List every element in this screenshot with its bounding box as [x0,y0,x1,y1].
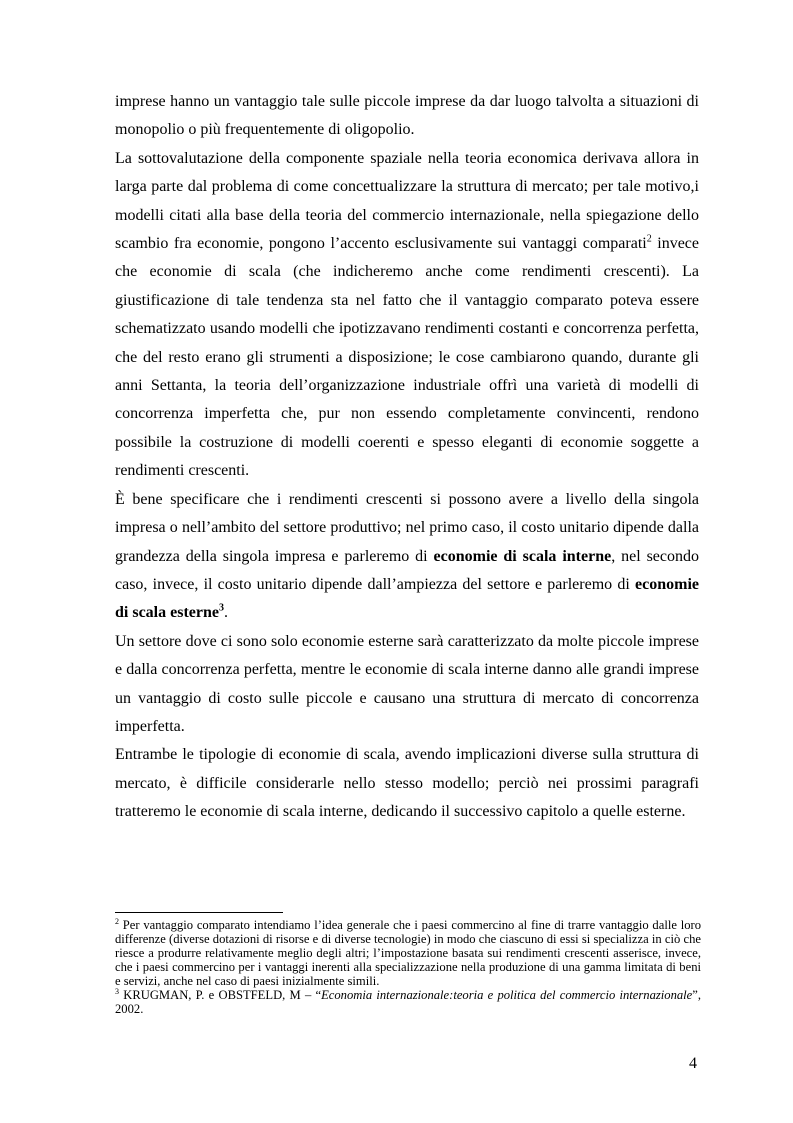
paragraph-3 [115,486,699,628]
footnote-2-text: Per vantaggio comparato intendiamo l’idea generale che i paesi commercino al fine di trarre vantaggio dalle loro differenze (diverse dotazioni di risorse e di diverse tecnologie) in modo che ciascuno di essi si specializza in ciò che riesce a produrre relativamente meglio degli altri; l’impostazione basata sui rendimenti crescenti asserisce, invece, che i paesi commercino per i vantaggi inerenti alla specializzazione nella produzione di una gamma limitata di beni e servizi, anche nel caso di paesi inizialmente simili. [115,918,701,988]
paragraph-2 [115,145,699,486]
paragraph-3-text-b: , nel secondo caso, invece, il costo unitario dipende dall’ampiezza del settore e parleremo di [115,547,700,593]
footnote-3-author: KRUGMAN, P. e OBSTFELD, M – “ [119,988,322,1002]
footnote-2-number: 2 [115,916,119,926]
main-text [115,88,699,827]
footnote-ref-3: 3 [218,602,224,614]
footnote-ref-2: 2 [646,233,652,245]
paragraph-3-text-a: È bene specificare che i rendimenti crescenti si possono avere a livello della singola impresa o nell’ambito del settore produttivo; nel primo caso, il costo unitario dipende dalla grandezza della singola impresa e parleremo di [115,490,699,565]
paragraph-1-text: imprese hanno un vantaggio tale sulle piccole imprese da dar luogo talvolta a situazioni di monopolio o più frequentemente di oligopolio. [115,93,699,139]
paragraph-5-text: Entrambe le tipologie di economie di scala, avendo implicazioni diverse sulla struttura di mercato, è difficile considerarle nello stesso modello; perciò nei prossimi paragrafi tratteremo le economie di scala interne, dedicando il successivo capitolo a quelle esterne. [115,746,699,821]
paragraph-4-text: Un settore dove ci sono solo economie esterne sarà caratterizzato da molte piccole imprese e dalla concorrenza perfetta, mentre le economie di scala interne danno alle grandi imprese un vantaggio di costo sulle piccole e causano una struttura di mercato di concorrenza imperfetta. [115,632,699,735]
page-number: 4 [689,1055,697,1072]
paragraph-2-text-b: invece che economie di scala (che indicheremo anche come rendimenti crescenti). La giustificazione di tale tendenza sta nel fatto che il vantaggio comparato poteva essere schematizzato usando modelli che ipotizzavano rendimenti costanti e concorrenza perfetta, che del resto erano gli strumenti a disposizione; le cose cambiarono quando, durante gli anni Settanta, la teoria dell’organizzazione industriale offrì una varietà di modelli di concorrenza imperfetta che, pur non essendo completamente convincenti, rendono possibile la costruzione di modelli coerenti e spesso eleganti di economie soggette a rendimenti crescenti. [115,235,700,480]
footnote-3 [115,988,701,1016]
term-internal-economies: economie di scala interne [433,547,612,565]
footnote-separator [115,912,283,913]
paragraph-4 [115,628,699,742]
term-external-economies-text: economie di scala esterne [115,575,699,622]
paragraph-1 [115,88,699,145]
paragraph-5 [115,741,699,826]
paragraph-2-text-a: La sottovalutazione della componente spaziale nella teoria economica derivava allora in larga parte dal problema di come concettualizzare la struttura di mercato; per tale motivo,i modelli citati alla base della teoria del commercio internazionale, nella spiegazione dello scambio fra economie, pongono l’accento esclusivamente sui vantaggi comparati [115,149,699,253]
footnote-3-number: 3 [115,986,119,996]
footnote-3-close-quote: ” [692,988,698,1002]
paragraph-3-text-c: . [223,604,228,622]
footnote-3-year: , 2002. [115,988,701,1016]
footnote-2 [115,918,701,988]
footnote-3-title: Economia internazionale:teoria e politica del commercio internazionale [321,988,693,1002]
footnotes [115,918,701,1016]
